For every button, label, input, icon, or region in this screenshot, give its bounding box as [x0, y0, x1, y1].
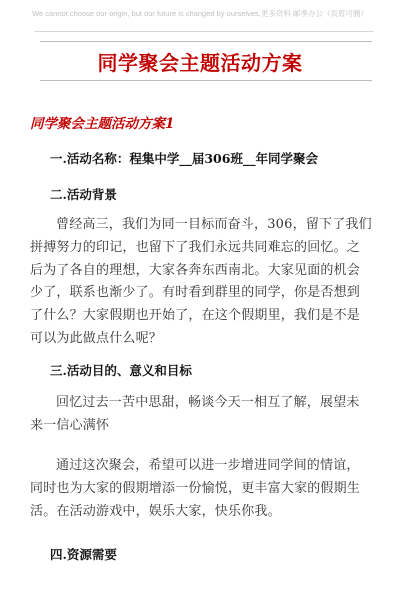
paragraph-purpose-detail: 通过这次聚会，希望可以进一步增进同学间的情谊，同时也为大家的假期增添一份愉悦，更丰富大家的假期生活。在活动游戏中，娱乐大家，快乐你我。	[30, 458, 361, 519]
document-title: 同学聚会主题活动方案	[97, 51, 303, 75]
heading-purpose: 三.活动目的、意义和目标	[50, 363, 192, 378]
title-rule-top	[40, 41, 372, 42]
section-title: 同学聚会主题活动方案1	[30, 116, 175, 132]
title-rule-bottom	[40, 80, 372, 81]
paragraph-background: 曾经高三，我们为同一目标而奋斗，306，留下了我们拼搏努力的印记，也留下了我们永远共同难忘的回忆。之后为了各自的理想，大家各奔东西南北。大家见面的机会少了，联系也渐少了。有时看到群里的同学，你是否想到了什么？大家假期也开始了，在这个假期里，我们是不是可以为此做点什么呢？	[30, 217, 372, 346]
heading-resources: 四.资源需要	[50, 547, 117, 562]
heading-background: 二.活动背景	[50, 187, 117, 202]
header-divider	[34, 31, 374, 32]
heading-activity-name: 一.活动名称：程集中学__届306班__年同学聚会	[50, 151, 318, 166]
paragraph-purpose-motto: 回忆过去一苦中思甜，畅谈今天一相互了解，展望未来一信心满怀	[30, 395, 360, 433]
page-header-watermark: We cannot choose our origin, but our future is changed by ourselves.更多资料 邮季办公（页眉可删）	[32, 9, 368, 18]
